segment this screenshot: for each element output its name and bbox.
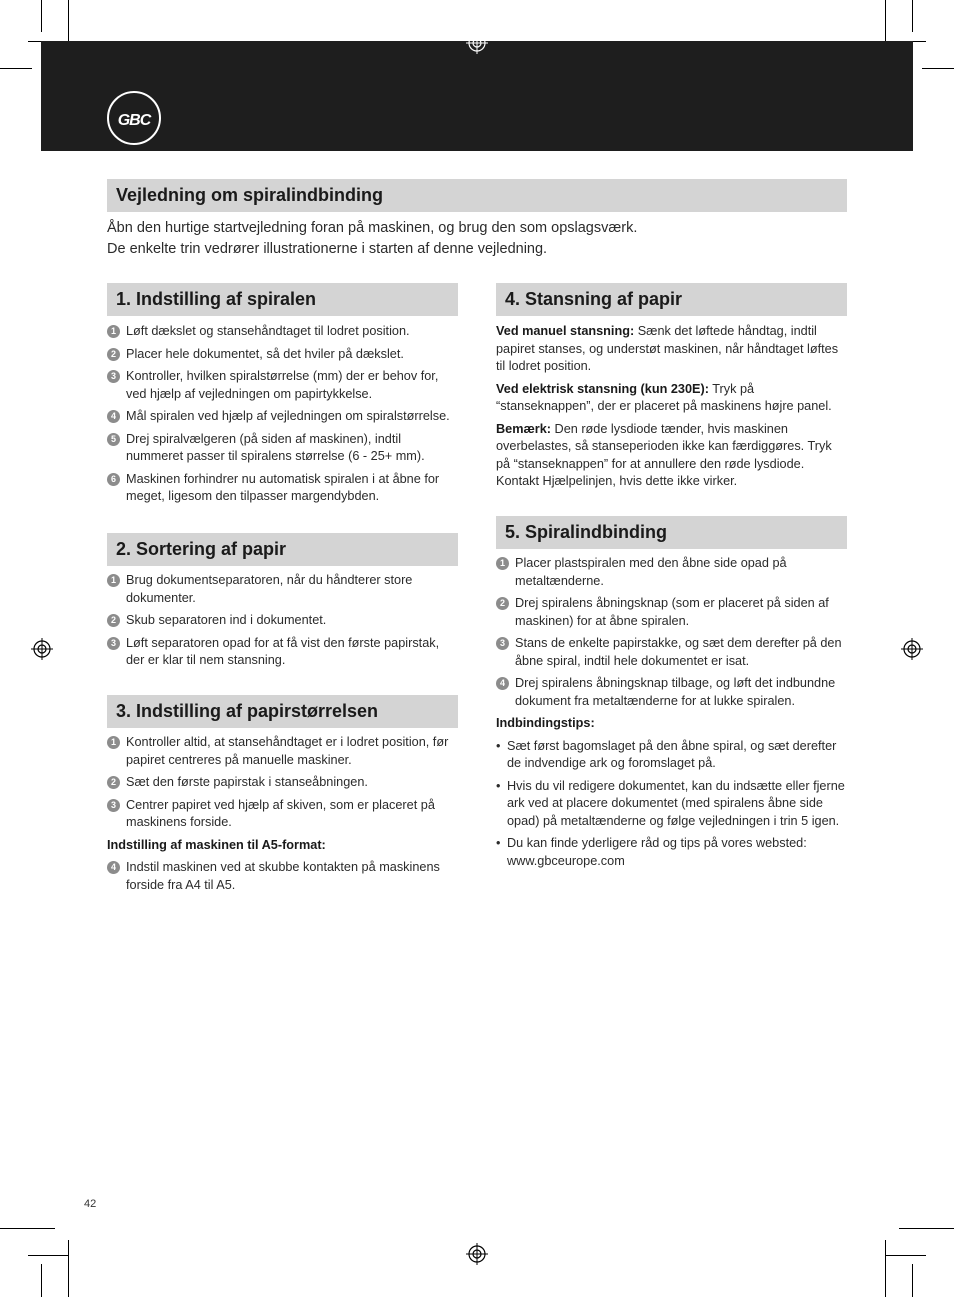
step-number: 4: [496, 677, 509, 690]
section-2-heading: 2. Sortering af papir: [107, 533, 458, 566]
list-item: [107, 859, 459, 894]
tip-text: Du kan finde yderligere råd og tips på vores websted: www.gbceurope.com: [507, 836, 807, 868]
a5-subheading: Indstilling af maskinen til A5-format:: [107, 837, 326, 852]
svg-text:GBC: GBC: [117, 112, 151, 129]
crop-mark: [886, 1255, 926, 1256]
step-text: Kontroller, hvilken spiralstørrelse (mm) der er behov for, ved hjælp af vejledningen om papirtykkelse.: [126, 369, 439, 401]
step-number: 1: [107, 325, 120, 338]
tip-item: [496, 738, 848, 773]
step-number: 5: [107, 433, 120, 446]
manual-punching-paragraph: [496, 323, 848, 376]
bullet-icon: •: [496, 738, 501, 753]
crop-mark: [912, 1264, 913, 1297]
step-number: 3: [107, 799, 120, 812]
list-item: [107, 368, 459, 403]
registration-mark-icon: [901, 638, 923, 660]
step-number: 2: [496, 597, 509, 610]
step-text: Brug dokumentseparatoren, når du håndterer store dokumenter.: [126, 573, 413, 605]
page-number: 42: [84, 1198, 97, 1210]
paragraph-label: Ved manuel stansning:: [496, 324, 635, 338]
intro-line: Åbn den hurtige startvejledning foran på maskinen, og brug den som opslagsværk.: [107, 220, 638, 236]
step-text: Drej spiralvælgeren (på siden af maskinen), indtil nummeret passer til spiralens størrelse (6 - 25+ mm).: [126, 431, 425, 463]
tips-heading: Indbindingstips:: [496, 716, 595, 730]
step-text: Stans de enkelte papirstakke, og sæt dem derefter på den åbne spiral, indtil hele dokumentet er isat.: [515, 636, 842, 668]
step-text: Placer plastspiralen med den åbne side opad på metaltænderne.: [515, 556, 787, 588]
crop-mark: [0, 1228, 55, 1229]
section-1-steps: [107, 323, 459, 511]
list-item: [107, 431, 459, 466]
step-text: Indstil maskinen ved at skubbe kontakten på maskinens forside fra A4 til A5.: [126, 860, 440, 892]
crop-mark: [68, 1240, 69, 1297]
step-number: 6: [107, 473, 120, 486]
paragraph-text: Tryk på “stanseknappen”, der er placeret på maskinens højre panel.: [496, 381, 832, 413]
registration-mark-icon: [31, 638, 53, 660]
list-item: [107, 734, 459, 769]
list-item: [107, 471, 459, 506]
section-3-heading: 3. Indstilling af papirstørrelsen: [107, 695, 458, 728]
step-text: Centrer papiret ved hjælp af skiven, som er placeret på maskinens forside.: [126, 797, 435, 829]
section-4-heading: 4. Stansning af papir: [496, 283, 847, 316]
list-item: [107, 635, 459, 670]
step-number: 2: [107, 776, 120, 789]
list-item: [107, 774, 459, 792]
list-item: [107, 323, 459, 341]
tip-text: Sæt først bagomslaget på den åbne spiral, og sæt derefter de indvendige ark og foromslaget på.: [507, 738, 837, 770]
step-text: Mål spiralen ved hjælp af vejledningen om spiralstørrelse.: [126, 409, 450, 423]
section-1-heading: 1. Indstilling af spiralen: [107, 283, 458, 316]
crop-mark: [912, 0, 913, 32]
registration-mark-icon: [466, 1243, 488, 1265]
step-number: 3: [107, 370, 120, 383]
section-2-steps: [107, 572, 459, 675]
list-item: [496, 675, 848, 710]
step-number: 1: [496, 557, 509, 570]
step-number: 2: [107, 614, 120, 627]
crop-mark: [28, 1255, 68, 1256]
note-paragraph: [496, 421, 848, 491]
intro-line: De enkelte trin vedrører illustrationerne i starten af denne vejledning.: [107, 241, 548, 257]
paragraph-text: Den røde lysdiode tænder, hvis maskinen overbelastes, så stanseperioden ikke kan færdiggøres. Tryk på “stanseknappen” for at annullere den røde lysdiode. Kontakt Hjælpelinjen, hvis dette ikke virker.: [496, 421, 832, 488]
header-bar: [41, 41, 913, 151]
intro-text: [107, 218, 847, 260]
page-title: Vejledning om spiralindbinding: [107, 179, 847, 212]
tip-item: [496, 778, 848, 831]
bullet-icon: •: [496, 836, 501, 850]
gbc-logo: [107, 91, 161, 145]
crop-mark: [922, 68, 954, 69]
list-item: [107, 408, 459, 426]
step-text: Skub separatoren ind i dokumentet.: [126, 613, 327, 627]
step-number: 2: [107, 348, 120, 361]
paragraph-label: Ved elektrisk stansning (kun 230E):: [496, 381, 709, 396]
list-item: [496, 595, 848, 630]
crop-mark: [899, 1228, 954, 1229]
step-number: 4: [107, 861, 120, 874]
crop-mark: [41, 1264, 42, 1297]
electric-punching-paragraph: [496, 381, 848, 416]
crop-mark: [885, 1240, 886, 1297]
list-item: [496, 555, 848, 590]
step-number: 4: [107, 410, 120, 423]
step-text: Drej spiralens åbningsknap tilbage, og løft det indbundne dokument fra metaltænderne for at lukke spiralen.: [515, 676, 836, 708]
step-text: Drej spiralens åbningsknap (som er placeret på siden af maskinen) for at åbne spiralen.: [515, 596, 829, 628]
step-text: Løft separatoren opad for at få vist den første papirstak, der er klar til nem stansning.: [126, 635, 440, 667]
step-number: 3: [107, 637, 120, 650]
list-item: [107, 572, 459, 607]
step-number: 3: [496, 637, 509, 650]
step-text: Sæt den første papirstak i stanseåbningen.: [126, 775, 368, 789]
section-5-heading: 5. Spiralindbinding: [496, 516, 847, 549]
registration-mark-icon: [466, 32, 488, 54]
step-text: Maskinen forhindrer nu automatisk spiralen i at åbne for meget, ligesom den tilpasser margendybden.: [126, 471, 440, 503]
section-3-steps: [107, 734, 459, 899]
list-item: [496, 635, 848, 670]
section-4-body: [496, 323, 848, 496]
tip-item: [496, 835, 848, 870]
step-text: Kontroller altid, at stansehåndtaget er i lodret position, før papiret centreres på manuelle maskiner.: [126, 735, 449, 767]
list-item: [107, 797, 459, 832]
list-item: [107, 612, 459, 630]
step-number: 1: [107, 736, 120, 749]
bullet-icon: •: [496, 778, 501, 793]
step-number: 1: [107, 574, 120, 587]
section-5-steps: [496, 555, 848, 875]
paragraph-text: Sænk det løftede håndtag, indtil papiret stanses, og understøt maskinen, når håndtaget løftes til lodret position.: [496, 324, 839, 373]
list-item: [107, 346, 459, 364]
step-text: Løft dækslet og stansehåndtaget til lodret position.: [126, 324, 410, 338]
step-text: Placer hele dokumentet, så det hviler på dækslet.: [126, 346, 404, 361]
paragraph-label: Bemærk:: [496, 421, 551, 436]
crop-mark: [0, 68, 32, 69]
tip-text: Hvis du vil redigere dokumentet, kan du indsætte eller fjerne ark ved at placere dokumentet (med spiralens åbne side opad) på metaltænderne og følge vejledningen i trin 5 igen.: [507, 778, 845, 828]
crop-mark: [41, 0, 42, 32]
